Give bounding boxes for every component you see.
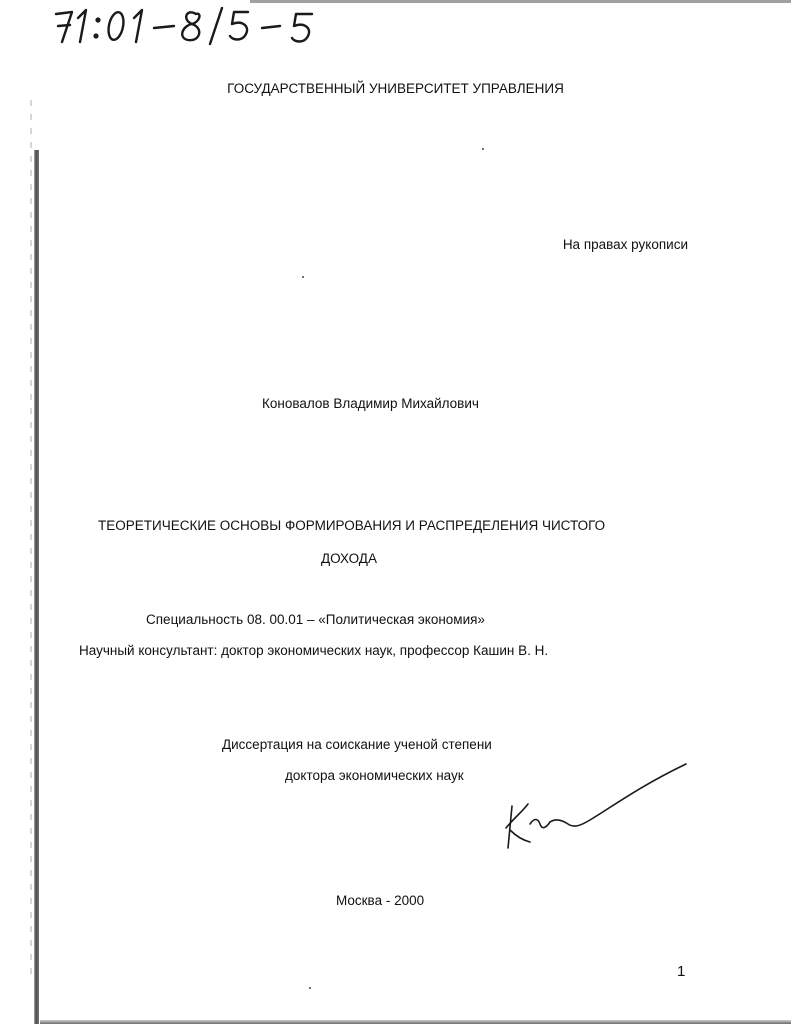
author-name: Коновалов Владимир Михайлович — [262, 396, 479, 411]
city-and-year: Москва - 2000 — [336, 893, 425, 908]
scan-speck — [309, 987, 311, 989]
scientific-consultant: Научный консультант: доктор экономических наук, профессор Кашин В. Н. — [79, 643, 549, 658]
degree-line-1: Диссертация на соискание ученой степени — [222, 737, 492, 752]
rights-note: На правах рукописи — [562, 237, 688, 252]
scan-bottom-edge — [40, 1020, 791, 1024]
handwritten-archive-number — [50, 4, 320, 48]
scan-top-edge — [250, 0, 791, 3]
page-number: 1 — [677, 963, 686, 980]
degree-line-2: доктора экономических наук — [285, 768, 464, 783]
scan-left-noise — [30, 100, 32, 980]
dissertation-title-line-2: ДОХОДА — [321, 551, 377, 566]
signature — [500, 758, 700, 858]
scan-left-edge — [34, 150, 39, 1024]
dissertation-title-line-1: ТЕОРЕТИЧЕСКИЕ ОСНОВЫ ФОРМИРОВАНИЯ И РАСПРЕДЕЛЕНИЯ ЧИСТОГО — [98, 518, 606, 533]
specialty: Специальность 08. 00.01 – «Политическая экономия» — [146, 612, 485, 627]
scan-speck — [302, 276, 304, 278]
scan-speck — [482, 148, 484, 150]
institution-name: ГОСУДАРСТВЕННЫЙ УНИВЕРСИТЕТ УПРАВЛЕНИЯ — [227, 81, 564, 96]
